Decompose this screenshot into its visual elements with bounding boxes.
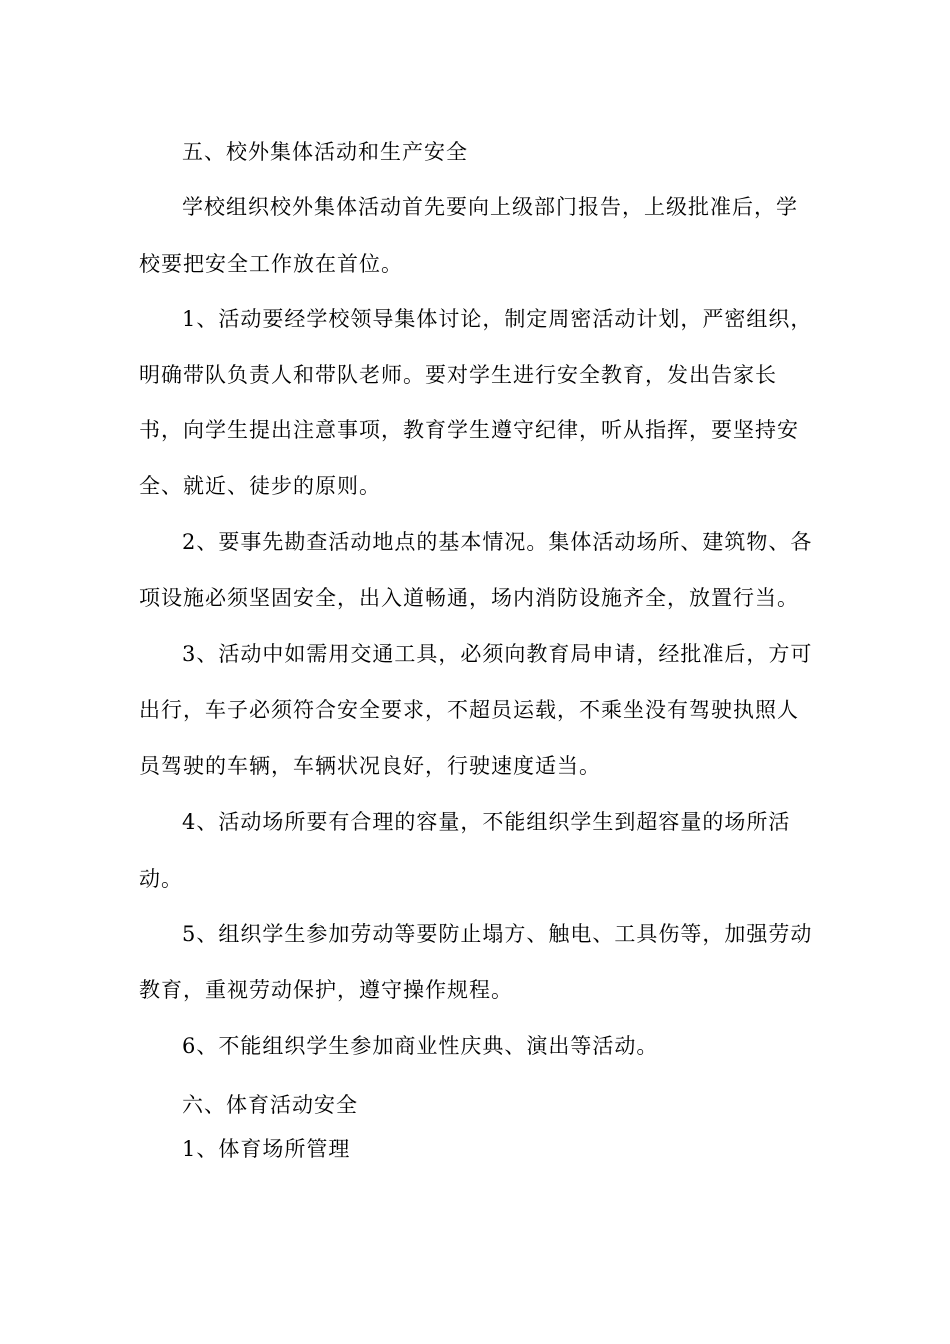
paragraph-line: 2、要事先勘查活动地点的基本情况。集体活动场所、建筑物、各	[182, 530, 813, 554]
paragraph-line: 员驾驶的车辆，车辆状况良好，行驶速度适当。	[139, 754, 601, 778]
paragraph-line: 动。	[139, 867, 183, 891]
section-heading-5: 五、校外集体活动和生产安全	[182, 140, 468, 164]
subsection-heading: 1、体育场所管理	[182, 1137, 351, 1161]
paragraph-line: 教育，重视劳动保护，遵守操作规程。	[139, 978, 513, 1002]
paragraph-line: 5、组织学生参加劳动等要防止塌方、触电、工具伤等，加强劳动	[182, 922, 813, 946]
paragraph-line: 全、就近、徒步的原则。	[139, 474, 381, 498]
paragraph-line: 1、活动要经学校领导集体讨论，制定周密活动计划，严密组织，	[182, 307, 813, 331]
paragraph-line: 学校组织校外集体活动首先要向上级部门报告，上级批准后，学	[182, 195, 798, 219]
paragraph-line: 3、活动中如需用交通工具，必须向教育局申请，经批准后，方可	[182, 642, 813, 666]
section-heading-6: 六、体育活动安全	[182, 1093, 358, 1117]
paragraph-line: 校要把安全工作放在首位。	[139, 252, 403, 276]
paragraph-line: 书，向学生提出注意事项，教育学生遵守纪律，听从指挥，要坚持安	[139, 418, 799, 442]
paragraph-line: 6、不能组织学生参加商业性庆典、演出等活动。	[182, 1034, 659, 1058]
paragraph-line: 项设施必须坚固安全，出入道畅通，场内消防设施齐全，放置行当。	[139, 586, 799, 610]
paragraph-line: 明确带队负责人和带队老师。要对学生进行安全教育，发出告家长	[139, 363, 777, 387]
paragraph-line: 4、活动场所要有合理的容量，不能组织学生到超容量的场所活	[182, 810, 791, 834]
paragraph-line: 出行，车子必须符合安全要求，不超员运载，不乘坐没有驾驶执照人	[139, 698, 799, 722]
